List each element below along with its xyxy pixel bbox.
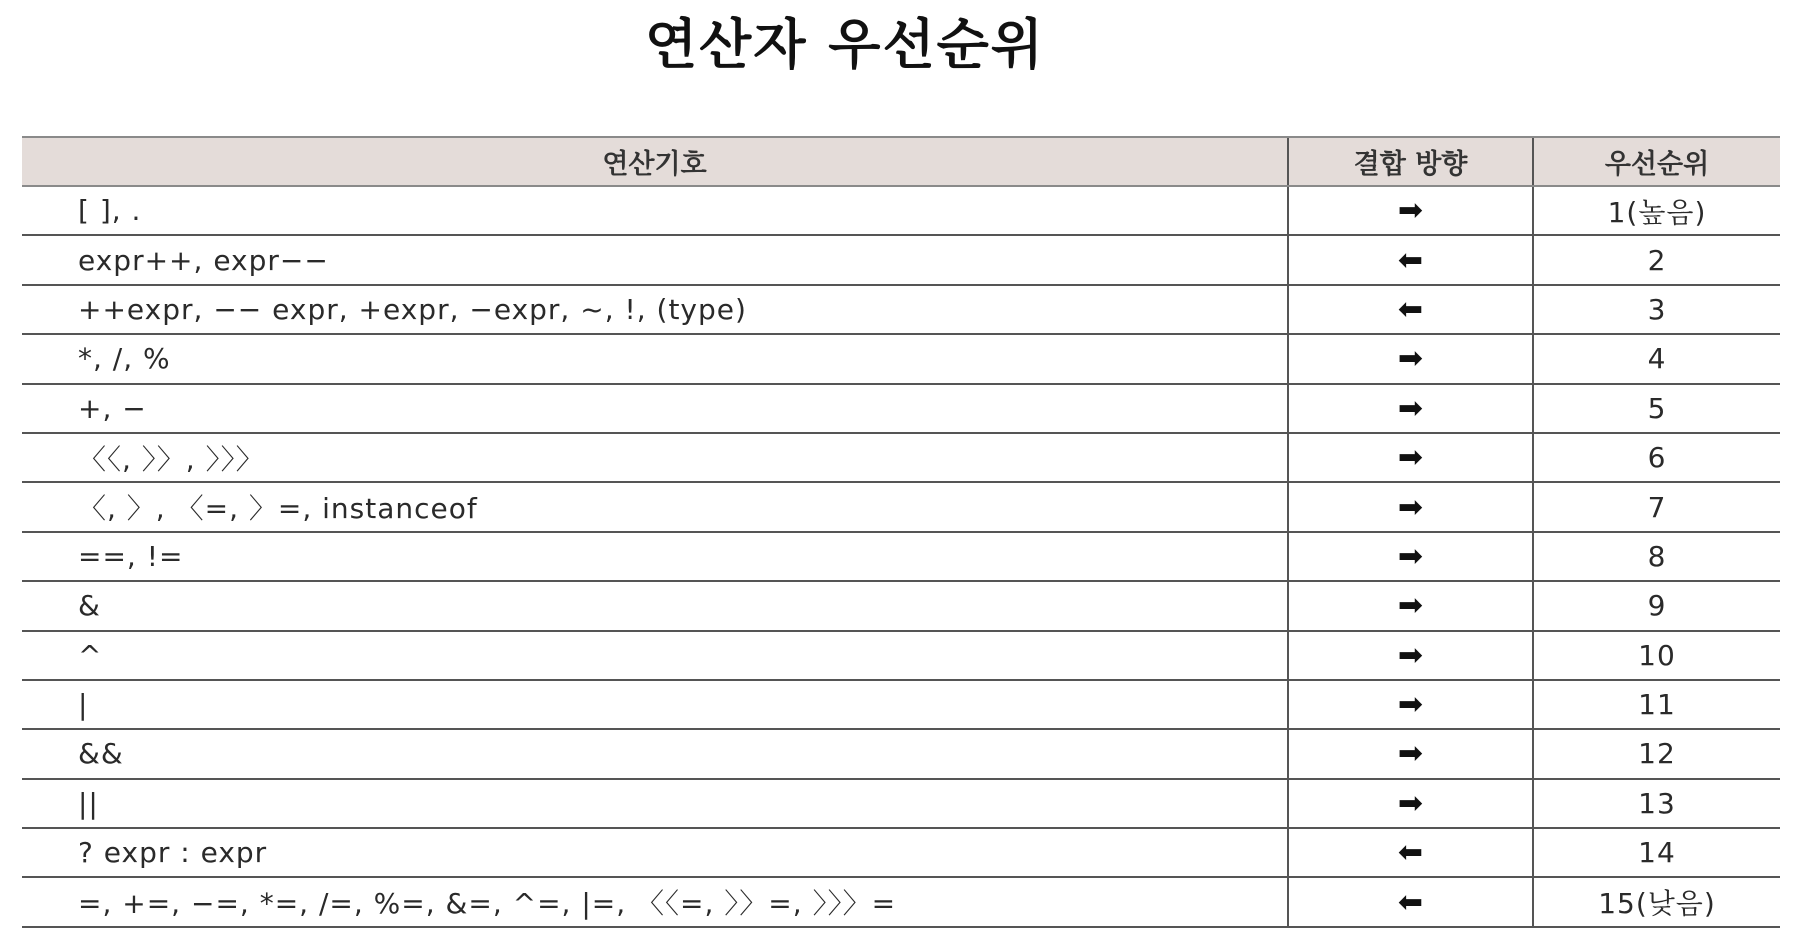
rank-cell: 5 bbox=[1533, 384, 1780, 433]
operator-precedence-table bbox=[22, 136, 1780, 928]
table-row bbox=[22, 532, 1780, 581]
rank-cell: 10 bbox=[1533, 631, 1780, 680]
operator-cell: +, − bbox=[22, 384, 1288, 433]
operator-cell: & bbox=[22, 581, 1288, 630]
rank-cell: 12 bbox=[1533, 729, 1780, 778]
direction-cell bbox=[1288, 384, 1533, 433]
arrow-right-icon: ➡ bbox=[1397, 687, 1424, 723]
arrow-left-icon: ⬅ bbox=[1397, 835, 1424, 871]
direction-cell bbox=[1288, 828, 1533, 877]
operator-cell: ^ bbox=[22, 631, 1288, 680]
direction-cell bbox=[1288, 631, 1533, 680]
arrow-left-icon: ⬅ bbox=[1397, 291, 1424, 327]
operator-cell: 〈〈, 〉〉, 〉〉〉 bbox=[22, 433, 1288, 482]
direction-cell bbox=[1288, 235, 1533, 284]
operator-cell: [ ], . bbox=[22, 186, 1288, 235]
direction-cell bbox=[1288, 729, 1533, 778]
table-row bbox=[22, 482, 1780, 531]
table-row bbox=[22, 877, 1780, 926]
arrow-right-icon: ➡ bbox=[1397, 736, 1424, 772]
operator-cell: && bbox=[22, 729, 1288, 778]
table-row bbox=[22, 828, 1780, 877]
rank-cell: 3 bbox=[1533, 285, 1780, 334]
rank-cell: 7 bbox=[1533, 482, 1780, 531]
rank-cell: 11 bbox=[1533, 680, 1780, 729]
rank-cell: 14 bbox=[1533, 828, 1780, 877]
direction-cell bbox=[1288, 779, 1533, 828]
table-row bbox=[22, 334, 1780, 383]
table-row bbox=[22, 285, 1780, 334]
arrow-left-icon: ⬅ bbox=[1397, 242, 1424, 278]
table-row bbox=[22, 235, 1780, 284]
table-row bbox=[22, 779, 1780, 828]
header-operator: 연산기호 bbox=[22, 137, 1288, 186]
table-row bbox=[22, 729, 1780, 778]
table-row bbox=[22, 433, 1780, 482]
operator-cell: 〈, 〉, 〈=, 〉=, instanceof bbox=[22, 482, 1288, 531]
rank-cell: 2 bbox=[1533, 235, 1780, 284]
arrow-right-icon: ➡ bbox=[1397, 341, 1424, 377]
operator-cell: ? expr : expr bbox=[22, 828, 1288, 877]
operator-cell: ==, != bbox=[22, 532, 1288, 581]
table-header-row bbox=[22, 137, 1780, 186]
direction-cell bbox=[1288, 680, 1533, 729]
operator-cell: | bbox=[22, 680, 1288, 729]
rank-cell: 8 bbox=[1533, 532, 1780, 581]
rank-cell: 13 bbox=[1533, 779, 1780, 828]
direction-cell bbox=[1288, 433, 1533, 482]
operator-cell: ++expr, −− expr, +expr, −expr, ~, !, (type) bbox=[22, 285, 1288, 334]
direction-cell bbox=[1288, 186, 1533, 235]
arrow-right-icon: ➡ bbox=[1397, 637, 1424, 673]
direction-cell bbox=[1288, 877, 1533, 926]
arrow-right-icon: ➡ bbox=[1397, 588, 1424, 624]
arrow-right-icon: ➡ bbox=[1397, 390, 1424, 426]
rank-cell: 6 bbox=[1533, 433, 1780, 482]
table-row bbox=[22, 631, 1780, 680]
rank-cell: 1(높음) bbox=[1533, 186, 1780, 235]
arrow-right-icon: ➡ bbox=[1397, 489, 1424, 525]
arrow-right-icon: ➡ bbox=[1397, 785, 1424, 821]
operator-cell: expr++, expr−− bbox=[22, 235, 1288, 284]
table-row bbox=[22, 581, 1780, 630]
direction-cell bbox=[1288, 285, 1533, 334]
header-direction: 결합 방향 bbox=[1288, 137, 1533, 186]
table-row bbox=[22, 680, 1780, 729]
rank-cell: 15(낮음) bbox=[1533, 877, 1780, 926]
operator-cell: *, /, % bbox=[22, 334, 1288, 383]
direction-cell bbox=[1288, 482, 1533, 531]
arrow-right-icon: ➡ bbox=[1397, 193, 1424, 229]
arrow-right-icon: ➡ bbox=[1397, 538, 1424, 574]
rank-cell: 4 bbox=[1533, 334, 1780, 383]
arrow-left-icon: ⬅ bbox=[1397, 884, 1424, 920]
header-rank: 우선순위 bbox=[1533, 137, 1780, 186]
arrow-right-icon: ➡ bbox=[1397, 440, 1424, 476]
table-row bbox=[22, 186, 1780, 235]
rank-cell: 9 bbox=[1533, 581, 1780, 630]
direction-cell bbox=[1288, 532, 1533, 581]
table-row bbox=[22, 384, 1780, 433]
page-title: 연산자 우선순위 bbox=[645, 13, 1045, 76]
operator-cell: || bbox=[22, 779, 1288, 828]
operator-cell: =, +=, −=, *=, /=, %=, &=, ^=, |=, 〈〈=, 〉〉=, 〉〉〉= bbox=[22, 877, 1288, 926]
direction-cell bbox=[1288, 334, 1533, 383]
direction-cell bbox=[1288, 581, 1533, 630]
